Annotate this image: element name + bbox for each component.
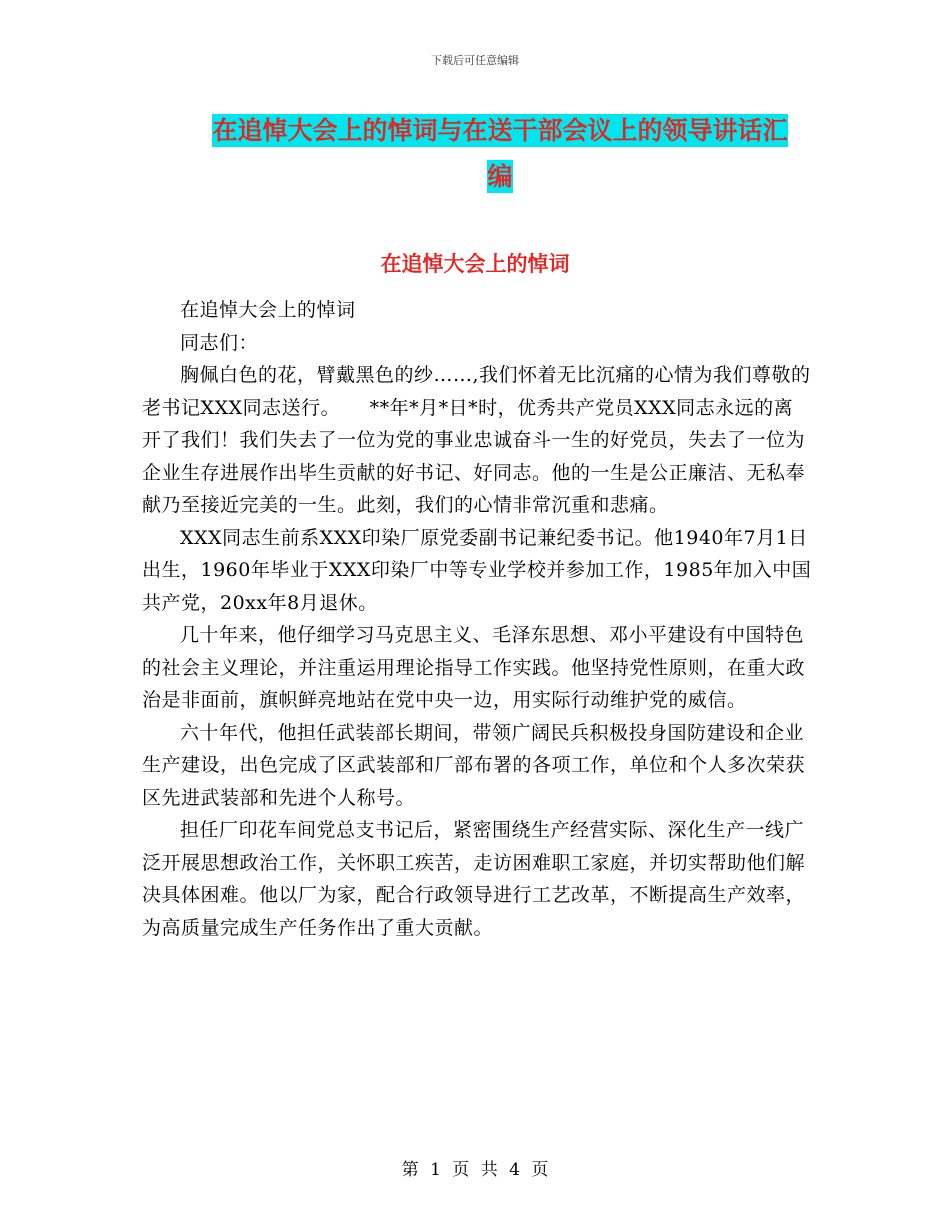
- document-body: [142, 294, 812, 944]
- document-title-line-1: 在追悼大会上的悼词与在送干部会议上的领导讲话汇: [212, 116, 788, 145]
- document-title-line-2: 编: [487, 162, 513, 191]
- page-header-note: 下载后可任意编辑: [431, 54, 519, 67]
- section-title: 在追悼大会上的悼词: [380, 252, 570, 276]
- paragraph: 几十年来，他仔细学习马克思主义、毛泽东思想、邓小平建设有中国特色的社会主义理论，并注重运用理论指导工作实践。他坚持党性原则，在重大政治是非面前，旗帜鲜亮地站在党中央一边，用实际行动维护党的威信。: [142, 624, 806, 711]
- paragraph: 胸佩白色的花，臂戴黑色的纱……,我们怀着无比沉痛的心情为我们尊敬的老书记XXX同志送行。 **年*月*日*时，优秀共产党员XXX同志永远的离开了我们！我们失去了一位为党的事业忠诚奋斗一生的好党员，失去了一位为企业生存进展作出毕生贡献的好书记、好同志。他的一生是公正廉洁、无私奉献乃至接近完美的一生。此刻，我们的心情非常沉重和悲痛。: [142, 364, 811, 516]
- document-title: [190, 108, 810, 200]
- paragraph: 六十年代，他担任武装部长期间，带领广阔民兵积极投身国防建设和企业生产建设，出色完成了区武装部和厂部布署的各项工作，单位和个人多次荣获区先进武装部和先进个人称号。: [142, 721, 806, 809]
- paragraph: 同志们：: [180, 331, 259, 354]
- paragraph: XXX同志生前系XXX印染厂原党委副书记兼纪委书记。他1940年7月1日出生，1960年毕业于XXX印染厂中等专业学校并参加工作，1985年加入中国共产党，20xx年8月退休。: [142, 526, 812, 614]
- page-number: 第 1 页 共 4 页: [401, 1160, 549, 1180]
- paragraph: 担任厂印花车间党总支书记后，紧密围绕生产经营实际、深化生产一线广泛开展思想政治工作，关怀职工疾苦，走访困难职工家庭，并切实帮助他们解决具体困难。他以厂为家，配合行政领导进行工艺改革，不断提高生产效率，为高质量完成生产任务作出了重大贡献。: [142, 819, 806, 939]
- paragraph: 在追悼大会上的悼词: [180, 299, 356, 321]
